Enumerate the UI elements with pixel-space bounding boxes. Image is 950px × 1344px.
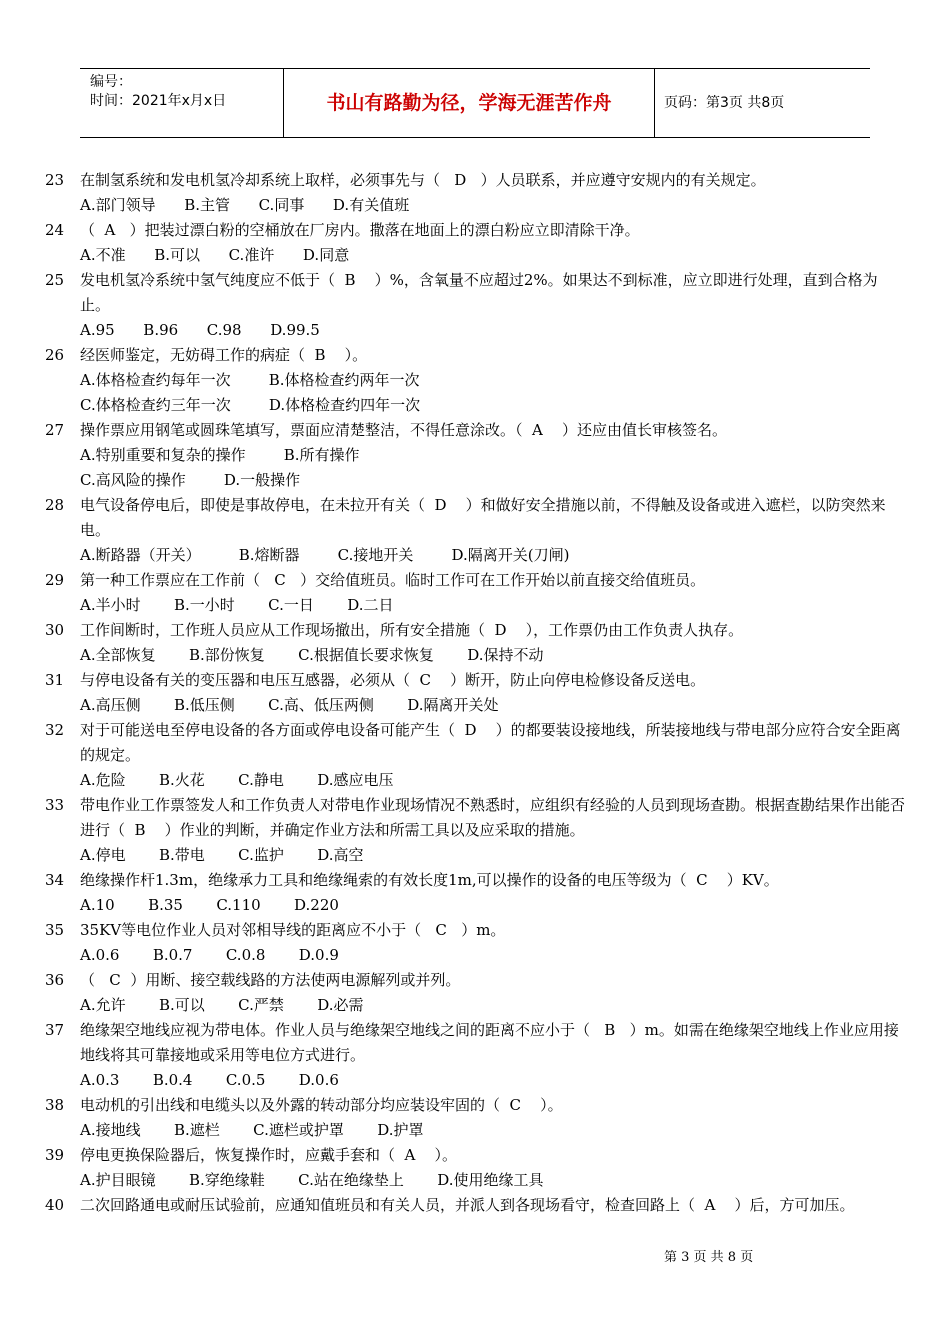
question-options: A.接地线 B.遮栏 C.遮栏或护罩 D.护罩 bbox=[80, 1121, 424, 1139]
question-number: 26 bbox=[45, 346, 65, 364]
question-stem bbox=[0, 668, 950, 693]
question-list bbox=[0, 168, 950, 1218]
question-number: 27 bbox=[45, 421, 65, 439]
question-item bbox=[0, 493, 950, 568]
page-footer: 第 3 页 共 8 页 bbox=[664, 1250, 754, 1265]
number-label: 编号： bbox=[90, 74, 132, 90]
question-item bbox=[0, 1193, 950, 1218]
question-number: 30 bbox=[45, 621, 65, 639]
question-options: C.高风险的操作 D.一般操作 bbox=[80, 471, 301, 489]
question-options: A.护目眼镜 B.穿绝缘鞋 C.站在绝缘垫上 D.使用绝缘工具 bbox=[80, 1171, 544, 1189]
page-info: 页码：第3页 共8页 bbox=[664, 95, 785, 111]
question-number: 35 bbox=[45, 921, 65, 939]
question-item bbox=[0, 668, 950, 718]
question-stem bbox=[0, 793, 950, 843]
question-item bbox=[0, 868, 950, 918]
question-text: 工作间断时，工作班人员应从工作现场撤出，所有安全措施（ D ），工作票仍由工作负责人执存。 bbox=[80, 621, 744, 639]
question-item bbox=[0, 218, 950, 268]
question-stem bbox=[0, 1093, 950, 1118]
header-meta bbox=[80, 69, 284, 137]
question-item bbox=[0, 1093, 950, 1143]
question-options: A.不准 B.可以 C.准许 D.同意 bbox=[80, 246, 350, 264]
question-text: 绝缘操作杆1.3m，绝缘承力工具和绝缘绳索的有效长度1m,可以操作的设备的电压等级为（ C ）KV。 bbox=[80, 871, 779, 889]
question-number: 34 bbox=[45, 871, 65, 889]
question-options: C.体格检查约三年一次 D.体格检查约四年一次 bbox=[80, 396, 421, 414]
question-number: 25 bbox=[45, 271, 65, 289]
question-stem bbox=[0, 418, 950, 443]
question-options: A.95 B.96 C.98 D.99.5 bbox=[80, 321, 320, 339]
question-item bbox=[0, 343, 950, 418]
question-options: A.10 B.35 C.110 D.220 bbox=[80, 896, 339, 914]
question-text: 第一种工作票应在工作前（ C ）交给值班员。临时工作可在工作开始以前直接交给值班员。 bbox=[80, 571, 706, 589]
question-options: A.特别重要和复杂的操作 B.所有操作 bbox=[80, 446, 360, 464]
question-item bbox=[0, 1018, 950, 1093]
question-text: 35KV等电位作业人员对邻相导线的距离应不小于（ C ）m。 bbox=[80, 921, 506, 939]
question-stem bbox=[0, 1018, 950, 1068]
question-number: 38 bbox=[45, 1096, 65, 1114]
question-stem bbox=[0, 968, 950, 993]
question-stem bbox=[0, 268, 950, 318]
question-options: A.允许 B.可以 C.严禁 D.必需 bbox=[80, 996, 364, 1014]
question-options: A.半小时 B.一小时 C.一日 D.二日 bbox=[80, 596, 394, 614]
question-options: A.断路器（开关） B.熔断器 C.接地开关 D.隔离开关(刀闸) bbox=[80, 546, 570, 564]
page-header bbox=[80, 68, 870, 138]
question-stem bbox=[0, 1193, 950, 1218]
question-stem bbox=[0, 168, 950, 193]
question-options: A.全部恢复 B.部份恢复 C.根据值长要求恢复 D.保持不动 bbox=[80, 646, 544, 664]
question-stem bbox=[0, 718, 950, 768]
question-options: A.部门领导 B.主管 C.同事 D.有关值班 bbox=[80, 196, 410, 214]
question-text: 绝缘架空地线应视为带电体。作业人员与绝缘架空地线之间的距离不应小于（ B ）m。如需在绝缘架空地线上作业应用接地线将其可靠接地或采用等电位方式进行。 bbox=[80, 1021, 899, 1064]
question-text: 电动机的引出线和电缆头以及外露的转动部分均应装设牢固的（ C ）。 bbox=[80, 1096, 563, 1114]
question-stem bbox=[0, 618, 950, 643]
question-item bbox=[0, 568, 950, 618]
question-options: A.0.3 B.0.4 C.0.5 D.0.6 bbox=[80, 1071, 339, 1089]
question-number: 28 bbox=[45, 496, 65, 514]
question-number: 32 bbox=[45, 721, 65, 739]
question-text: （ C ）用断、接空载线路的方法使两电源解列或并列。 bbox=[80, 971, 461, 989]
question-number: 40 bbox=[45, 1196, 65, 1214]
question-options: A.体格检查约每年一次 B.体格检查约两年一次 bbox=[80, 371, 420, 389]
question-text: 发电机氢冷系统中氢气纯度应不低于（ B ）%，含氧量不应超过2%。如果达不到标准，应立即进行处理，直到合格为止。 bbox=[80, 271, 878, 314]
question-text: 与停电设备有关的变压器和电压互感器，必须从（ C ）断开，防止向停电检修设备反送电。 bbox=[80, 671, 706, 689]
question-number: 24 bbox=[45, 221, 65, 239]
question-text: 停电更换保险器后，恢复操作时，应戴手套和（ A ）。 bbox=[80, 1146, 457, 1164]
question-options: A.0.6 B.0.7 C.0.8 D.0.9 bbox=[80, 946, 339, 964]
question-options: A.危险 B.火花 C.静电 D.感应电压 bbox=[80, 771, 394, 789]
question-stem bbox=[0, 218, 950, 243]
question-item bbox=[0, 718, 950, 793]
question-stem bbox=[0, 1143, 950, 1168]
question-text: 电气设备停电后，即使是事故停电，在未拉开有关（ D ）和做好安全措施以前，不得触及设备或进入遮栏，以防突然来电。 bbox=[80, 496, 886, 539]
question-stem bbox=[0, 343, 950, 368]
question-item bbox=[0, 418, 950, 493]
question-text: 带电作业工作票签发人和工作负责人对带电作业现场情况不熟悉时，应组织有经验的人员到现场查勘。根据查勘结果作出能否进行（ B ）作业的判断，并确定作业方法和所需工具以及应采取的措施。 bbox=[80, 796, 906, 839]
question-item bbox=[0, 268, 950, 343]
question-stem bbox=[0, 568, 950, 593]
question-item bbox=[0, 1143, 950, 1193]
question-item bbox=[0, 793, 950, 868]
question-number: 31 bbox=[45, 671, 65, 689]
question-text: 经医师鉴定，无妨碍工作的病症（ B ）。 bbox=[80, 346, 368, 364]
question-number: 36 bbox=[45, 971, 65, 989]
question-number: 37 bbox=[45, 1021, 65, 1039]
question-stem bbox=[0, 868, 950, 893]
question-item bbox=[0, 968, 950, 1018]
question-text: 在制氢系统和发电机氢冷却系统上取样，必须事先与（ D ）人员联系，并应遵守安规内的有关规定。 bbox=[80, 171, 766, 189]
question-item bbox=[0, 618, 950, 668]
motto: 书山有路勤为径，学海无涯苦作舟 bbox=[284, 69, 655, 137]
question-text: 二次回路通电或耐压试验前，应通知值班员和有关人员，并派人到各现场看守，检查回路上（ A ）后，方可加压。 bbox=[80, 1196, 855, 1214]
question-options: A.停电 B.带电 C.监护 D.高空 bbox=[80, 846, 364, 864]
date-label: 时间：2021年x月x日 bbox=[90, 93, 227, 109]
question-text: （ A ）把装过漂白粉的空桶放在厂房内。撒落在地面上的漂白粉应立即清除干净。 bbox=[80, 221, 640, 239]
question-number: 29 bbox=[45, 571, 65, 589]
question-text: 对于可能送电至停电设备的各方面或停电设备可能产生（ D ）的都要装设接地线，所装接地线与带电部分应符合安全距离的规定。 bbox=[80, 721, 901, 764]
question-stem bbox=[0, 918, 950, 943]
question-number: 39 bbox=[45, 1146, 65, 1164]
question-text: 操作票应用钢笔或圆珠笔填写，票面应清楚整洁，不得任意涂改。（ A ）还应由值长审核签名。 bbox=[80, 421, 727, 439]
question-item bbox=[0, 168, 950, 218]
question-number: 33 bbox=[45, 796, 65, 814]
question-item bbox=[0, 918, 950, 968]
question-options: A.高压侧 B.低压侧 C.高、低压两侧 D.隔离开关处 bbox=[80, 696, 499, 714]
question-stem bbox=[0, 493, 950, 543]
question-number: 23 bbox=[45, 171, 65, 189]
